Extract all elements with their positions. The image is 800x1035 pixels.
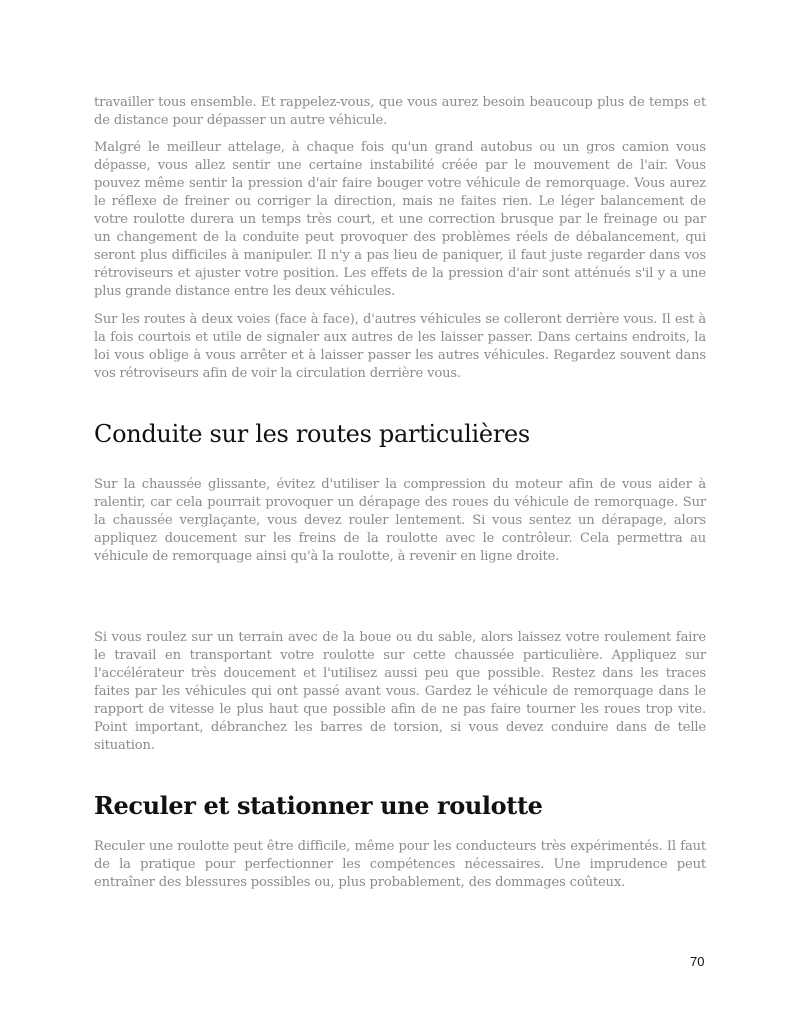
paragraph-two-lane-roads: Sur les routes à deux voies (face à face), d'autres véhicules se colleront derrière vous. Il est à la fois courtois et utile de signaler aux autres de les laisser passer. Dans certains endroits, la loi vous oblige à vous arrêter et à laisser passer les autres véhicules. Regardez souvent dans vos rétroviseurs afin de voir la circulation derrière vous.	[94, 312, 706, 381]
paragraph-slippery-roads: Sur la chaussée glissante, évitez d'utiliser la compression du moteur afin de vous aider à ralentir, car cela pourrait provoquer un dérapage des roues du véhicule de remorquage. Sur la chaussée verglaçante, vous devez rouler lentement. Si vous sentez un dérapage, alors appliquez doucement sur les freins de la roulotte avec le contrôleur. Cela permettra au véhicule de remorquage ainsi qu'à la roulotte, à revenir en ligne droite.	[94, 477, 706, 564]
paragraph-backing-trailer: Reculer une roulotte peut être difficile, même pour les conducteurs très expérimentés. Il faut de la pratique pour perfectionner les compétences nécessaires. Une imprudence peut entraîner des blessures possibles ou, plus probablement, des dommages coûteux.	[94, 839, 706, 890]
paragraph-mud-sand: Si vous roulez sur un terrain avec de la boue ou du sable, alors laissez votre roulement faire le travail en transportant votre roulotte sur cette chaussée particulière. Appliquez sur l'accélérateur très doucement et l'utilisez aussi peu que possible. Restez dans les traces faites par les véhicules qui ont passé avant vous. Gardez le véhicule de remorquage dans le rapport de vitesse le plus haut que possible afin de ne pas faire tourner les roues trop vite. Point important, débranchez les barres de torsion, si vous devez conduire dans de telle situation.	[94, 630, 706, 753]
page-number: 70	[690, 954, 705, 969]
paragraph-air-pressure: Malgré le meilleur attelage, à chaque fois qu'un grand autobus ou un gros camion vous dépasse, vous allez sentir une certaine instabilité créée par le mouvement de l'air. Vous pouvez même sentir la pression d'air faire bouger votre véhicule de remorquage. Vous aurez le réflexe de freiner ou corriger la direction, mais ne faites rien. Le léger balancement de votre roulotte durera un temps très court, et une correction brusque par le freinage ou par un changement de la conduite peut provoquer des problèmes réels de débalancement, qui seront plus difficiles à manipuler. Il n'y a pas lieu de paniquer, il faut juste regarder dans vos rétroviseurs et ajuster votre position. Les effets de la pression d'air sont atténués s'il y a une plus grande distance entre les deux véhicules.	[94, 140, 706, 299]
section-heading-special-roads: Conduite sur les routes particulières	[94, 420, 530, 448]
paragraph-overtaking-continued: travailler tous ensemble. Et rappelez-vous, que vous aurez besoin beaucoup plus de temps et de distance pour dépasser un autre véhicule.	[94, 95, 706, 128]
section-heading-backing-parking: Reculer et stationner une roulotte	[94, 791, 543, 820]
